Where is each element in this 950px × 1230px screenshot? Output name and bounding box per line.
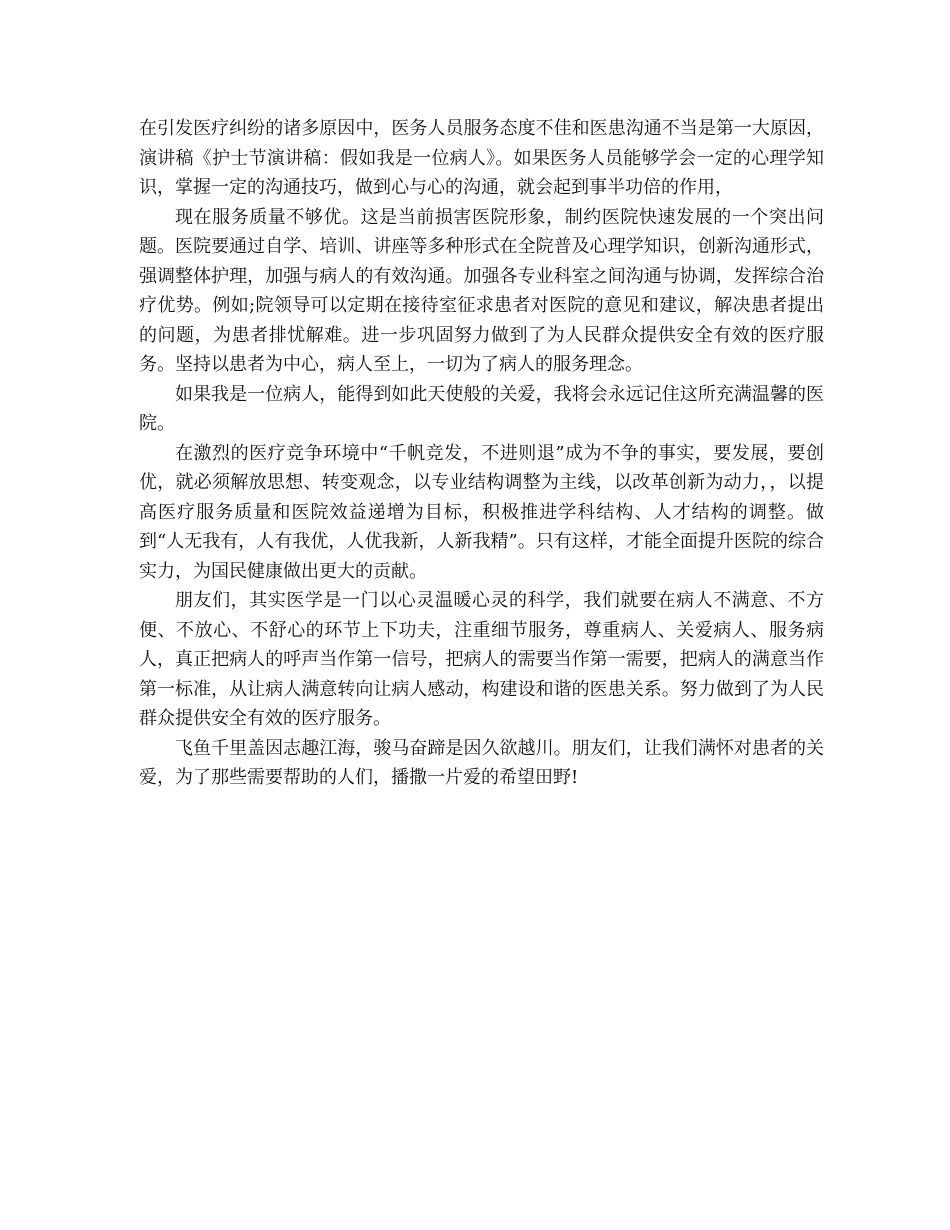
paragraph-1: 在引发医疗纠纷的诸多原因中，医务人员服务态度不佳和医患沟通不当是第一大原因，演讲稿《护士节演讲稿：假如我是一位病人》。如果医务人员能够学会一定的心理学知识，掌握一定的沟通技巧，做到心与心的沟通，就会起到事半功倍的作用， bbox=[139, 118, 824, 198]
paragraph-2: 现在服务质量不够优。这是当前损害医院形象，制约医院快速发展的一个突出问题。医院要通过自学、培训、讲座等多种形式在全院普及心理学知识，创新沟通形式，强调整体护理，加强与病人的有效沟通。加强各专业科室之间沟通与协调，发挥综合治疗优势。例如;院领导可以定期在接待室征求患者对医院的意见和建议，解决患者提出的问题，为患者排忧解难。进一步巩固努力做到了为人民群众提供安全有效的医疗服务。坚持以患者为中心，病人至上，一切为了病人的服务理念。 bbox=[139, 206, 824, 375]
paragraph-4: 在激烈的医疗竞争环境中“千帆竞发，不进则退”成为不争的事实，要发展，要创优，就必须解放思想、转变观念，以专业结构调整为主线，以改革创新为动力，，以提高医疗服务质量和医院效益递增为目标，积极推进学科结构、人才结构的调整。做到“人无我有，人有我优，人优我新，人新我精”。只有这样，才能全面提升医院的综合实力，为国民健康做出更大的贡献。 bbox=[139, 442, 824, 582]
paragraph-5: 朋友们，其实医学是一门以心灵温暖心灵的科学，我们就要在病人不满意、不方便、不放心、不舒心的环节上下功夫，注重细节服务，尊重病人、关爱病人、服务病人，真正把病人的呼声当作第一信号，把病人的需要当作第一需要，把病人的满意当作第一标准，从让病人满意转向让病人感动，构建设和谐的医患关系。努力做到了为人民群众提供安全有效的医疗服务。 bbox=[139, 590, 824, 729]
paragraph-3: 如果我是一位病人，能得到如此天使般的关爱，我将会永远记住这所充满温馨的医院。 bbox=[139, 383, 824, 434]
paragraph-6: 飞鱼千里盖因志趣江海，骏马奋蹄是因久欲越川。朋友们，让我们满怀对患者的关爱，为了那些需要帮助的人们，播撒一片爱的希望田野! bbox=[139, 737, 824, 788]
document-body bbox=[139, 114, 824, 793]
